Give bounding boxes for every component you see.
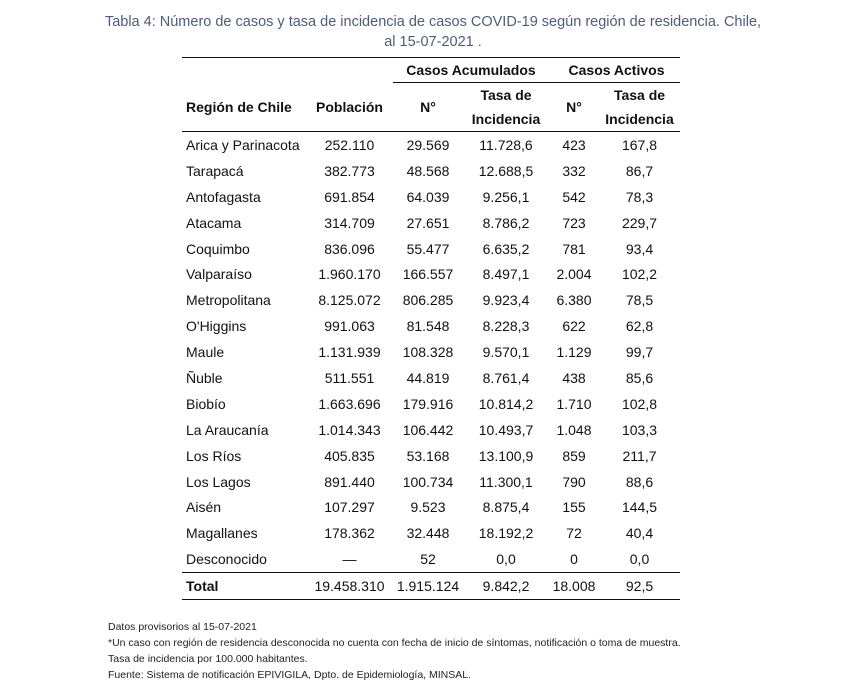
accumulated-rate-cell: 8.228,3 bbox=[482, 318, 530, 335]
active-n-cell: 6.380 bbox=[556, 292, 592, 309]
population-cell: 8.125.072 bbox=[318, 292, 381, 309]
accumulated-rate-cell: 11.300,1 bbox=[479, 473, 533, 490]
active-n-cell: 723 bbox=[562, 214, 586, 231]
accumulated-rate-cell: 6.635,2 bbox=[482, 240, 530, 257]
region-cell: Aisén bbox=[186, 499, 222, 516]
accumulated-rate-cell: 9.256,1 bbox=[482, 188, 530, 205]
population-cell: 511.551 bbox=[324, 369, 375, 386]
header-group-accumulated: Casos Acumulados bbox=[393, 58, 549, 83]
table-row bbox=[182, 236, 680, 262]
active-rate-cell: 93,4 bbox=[625, 240, 654, 257]
population-cell: 107.297 bbox=[324, 499, 375, 516]
region-cell: La Araucanía bbox=[186, 421, 269, 438]
header-active-rate-line-2: Incidencia bbox=[599, 107, 680, 132]
accumulated-n-cell: 81.548 bbox=[406, 318, 450, 335]
region-cell: Antofagasta bbox=[186, 188, 261, 205]
table-caption bbox=[0, 12, 857, 52]
accumulated-rate-cell: 10.814,2 bbox=[478, 395, 534, 412]
population-cell: 1.960.170 bbox=[318, 266, 381, 283]
active-rate-cell: 102,2 bbox=[621, 266, 658, 283]
active-n-cell: 859 bbox=[562, 447, 586, 464]
table-row bbox=[182, 184, 680, 210]
accumulated-rate-cell: 9.570,1 bbox=[482, 344, 530, 361]
population-cell: 1.131.939 bbox=[318, 344, 381, 361]
accumulated-n-cell: 29.569 bbox=[406, 136, 450, 153]
region-cell: Ñuble bbox=[186, 369, 223, 386]
population-cell: 178.362 bbox=[324, 525, 375, 542]
header-active-n: N° bbox=[549, 83, 599, 132]
table-header bbox=[182, 58, 680, 132]
active-rate-cell: 144,5 bbox=[621, 499, 658, 516]
table-row bbox=[182, 546, 680, 572]
header-spacer bbox=[306, 58, 393, 83]
accumulated-rate-cell: 11.728,6 bbox=[479, 136, 533, 153]
accumulated-n-cell: 44.819 bbox=[406, 369, 450, 386]
caption-line-2: al 15-07-2021 . bbox=[384, 34, 482, 50]
active-n-cell: 332 bbox=[562, 162, 586, 179]
table-row bbox=[182, 132, 680, 158]
active-rate-cell: 85,6 bbox=[625, 369, 654, 386]
accumulated-n-cell: 9.523 bbox=[410, 499, 446, 516]
header-accumulated-n: N° bbox=[393, 83, 463, 132]
active-rate-cell: 102,8 bbox=[621, 395, 658, 412]
note-source: Fuente: Sistema de notificación EPIVIGILA, Dpto. de Epidemiología, MINSAL. bbox=[108, 669, 472, 681]
population-cell: 991.063 bbox=[324, 318, 375, 335]
caption-line-1: Tabla 4: Número de casos y tasa de incidencia de casos COVID-19 según región de residencia. Chile, bbox=[104, 14, 762, 30]
table-row bbox=[182, 339, 680, 365]
active-rate-cell: 78,3 bbox=[625, 188, 654, 205]
header-population: Población bbox=[306, 83, 393, 132]
accumulated-rate-cell: 8.786,2 bbox=[482, 214, 530, 231]
population-cell: 1.014.343 bbox=[318, 421, 381, 438]
accumulated-n-cell: 166.557 bbox=[402, 266, 454, 283]
table-row bbox=[182, 158, 680, 184]
accumulated-n-cell: 32.448 bbox=[406, 525, 450, 542]
table-row bbox=[182, 443, 680, 469]
active-n-cell: 542 bbox=[562, 188, 586, 205]
active-rate-cell: 78,5 bbox=[625, 292, 654, 309]
active-n-cell: 781 bbox=[562, 240, 586, 257]
accumulated-n-cell: 106.442 bbox=[402, 421, 454, 438]
population-cell: — bbox=[342, 551, 357, 568]
population-cell: 1.663.696 bbox=[318, 395, 381, 412]
accumulated-rate-cell: 12.688,5 bbox=[478, 162, 534, 179]
table-row bbox=[182, 261, 680, 287]
region-cell: Maule bbox=[186, 344, 225, 361]
table-row bbox=[182, 391, 680, 417]
population-cell: 891.440 bbox=[324, 473, 375, 490]
header-accumulated-rate-line-2: Incidencia bbox=[463, 107, 549, 132]
accumulated-n-cell: 100.734 bbox=[402, 473, 454, 490]
accumulated-n-cell: 27.651 bbox=[406, 214, 450, 231]
table-row bbox=[182, 313, 680, 339]
accumulated-n-cell: 48.568 bbox=[406, 162, 450, 179]
population-cell: 691.854 bbox=[324, 188, 375, 205]
population-cell: 314.709 bbox=[324, 214, 375, 231]
table-row bbox=[182, 417, 680, 443]
active-n-cell: 155 bbox=[562, 499, 586, 516]
table-row bbox=[182, 210, 680, 236]
active-n-cell: 2.004 bbox=[556, 266, 592, 283]
region-cell: Arica y Parinacota bbox=[186, 136, 300, 153]
total-accumulated-n: 1.915.124 bbox=[393, 573, 463, 600]
active-n-cell: 622 bbox=[562, 318, 586, 335]
active-rate-cell: 103,3 bbox=[621, 421, 658, 438]
active-n-cell: 1.129 bbox=[556, 344, 592, 361]
total-active-rate: 92,5 bbox=[599, 573, 680, 600]
accumulated-rate-cell: 13.100,9 bbox=[478, 447, 534, 464]
note-provisional: Datos provisorios al 15-07-2021 bbox=[108, 621, 257, 633]
accumulated-n-cell: 52 bbox=[420, 551, 436, 568]
active-rate-cell: 229,7 bbox=[621, 214, 658, 231]
total-row bbox=[182, 573, 680, 600]
covid-cases-table bbox=[182, 57, 680, 600]
accumulated-rate-cell: 8.875,4 bbox=[482, 499, 530, 516]
region-cell: Los Ríos bbox=[186, 447, 242, 464]
accumulated-rate-cell: 0,0 bbox=[496, 551, 516, 568]
accumulated-n-cell: 53.168 bbox=[406, 447, 450, 464]
active-rate-cell: 0,0 bbox=[629, 551, 650, 568]
accumulated-n-cell: 64.039 bbox=[406, 188, 450, 205]
accumulated-rate-cell: 8.497,1 bbox=[482, 266, 530, 283]
region-cell: Magallanes bbox=[186, 525, 258, 542]
region-cell: Tarapacá bbox=[186, 162, 244, 179]
population-cell: 405.835 bbox=[324, 447, 375, 464]
active-rate-cell: 88,6 bbox=[625, 473, 654, 490]
region-cell: O'Higgins bbox=[186, 318, 247, 335]
table-body bbox=[182, 132, 680, 573]
region-cell: Biobío bbox=[186, 395, 226, 412]
table-row bbox=[182, 520, 680, 546]
total-label: Total bbox=[182, 573, 306, 600]
header-accumulated-rate-line-1: Tasa de bbox=[480, 87, 532, 103]
region-cell: Atacama bbox=[186, 214, 242, 231]
region-cell: Coquimbo bbox=[186, 240, 250, 257]
active-n-cell: 1.710 bbox=[556, 395, 592, 412]
total-active-n: 18.008 bbox=[549, 573, 599, 600]
table-row bbox=[182, 365, 680, 391]
region-cell: Metropolitana bbox=[186, 292, 271, 309]
header-region: Región de Chile bbox=[182, 83, 306, 132]
active-n-cell: 423 bbox=[562, 136, 586, 153]
region-cell: Los Lagos bbox=[186, 473, 251, 490]
note-incidence-rate: Tasa de incidencia por 100.000 habitantes. bbox=[108, 653, 308, 665]
table-row bbox=[182, 287, 680, 313]
table-row bbox=[182, 494, 680, 520]
accumulated-n-cell: 108.328 bbox=[402, 344, 454, 361]
accumulated-rate-cell: 8.761,4 bbox=[482, 369, 530, 386]
active-n-cell: 1.048 bbox=[556, 421, 592, 438]
active-rate-cell: 99,7 bbox=[625, 344, 654, 361]
accumulated-rate-cell: 18.192,2 bbox=[478, 525, 534, 542]
accumulated-rate-cell: 10.493,7 bbox=[478, 421, 534, 438]
accumulated-rate-cell: 9.923,4 bbox=[482, 292, 530, 309]
active-rate-cell: 40,4 bbox=[625, 525, 654, 542]
accumulated-n-cell: 55.477 bbox=[406, 240, 450, 257]
active-rate-cell: 211,7 bbox=[622, 447, 657, 464]
table-row bbox=[182, 469, 680, 495]
accumulated-n-cell: 806.285 bbox=[402, 292, 454, 309]
active-n-cell: 790 bbox=[562, 473, 586, 490]
total-population: 19.458.310 bbox=[306, 573, 393, 600]
active-rate-cell: 62,8 bbox=[625, 318, 654, 335]
accumulated-n-cell: 179.916 bbox=[402, 395, 454, 412]
active-n-cell: 72 bbox=[566, 525, 582, 542]
note-unknown-region: *Un caso con región de residencia desconocida no cuenta con fecha de inicio de síntomas, notificación o toma de muestra. bbox=[108, 637, 681, 649]
table-notes bbox=[108, 619, 681, 683]
population-cell: 382.773 bbox=[324, 162, 375, 179]
population-cell: 252.110 bbox=[324, 136, 375, 153]
header-group-active: Casos Activos bbox=[549, 58, 680, 83]
active-n-cell: 0 bbox=[570, 551, 578, 568]
total-accumulated-rate: 9.842,2 bbox=[463, 573, 549, 600]
region-cell: Desconocido bbox=[186, 551, 267, 568]
region-cell: Valparaíso bbox=[186, 266, 252, 283]
header-spacer bbox=[182, 58, 306, 83]
active-rate-cell: 86,7 bbox=[625, 162, 654, 179]
header-active-rate-line-1: Tasa de bbox=[613, 87, 666, 103]
population-cell: 836.096 bbox=[324, 240, 375, 257]
active-n-cell: 438 bbox=[562, 369, 586, 386]
active-rate-cell: 167,8 bbox=[621, 136, 658, 153]
